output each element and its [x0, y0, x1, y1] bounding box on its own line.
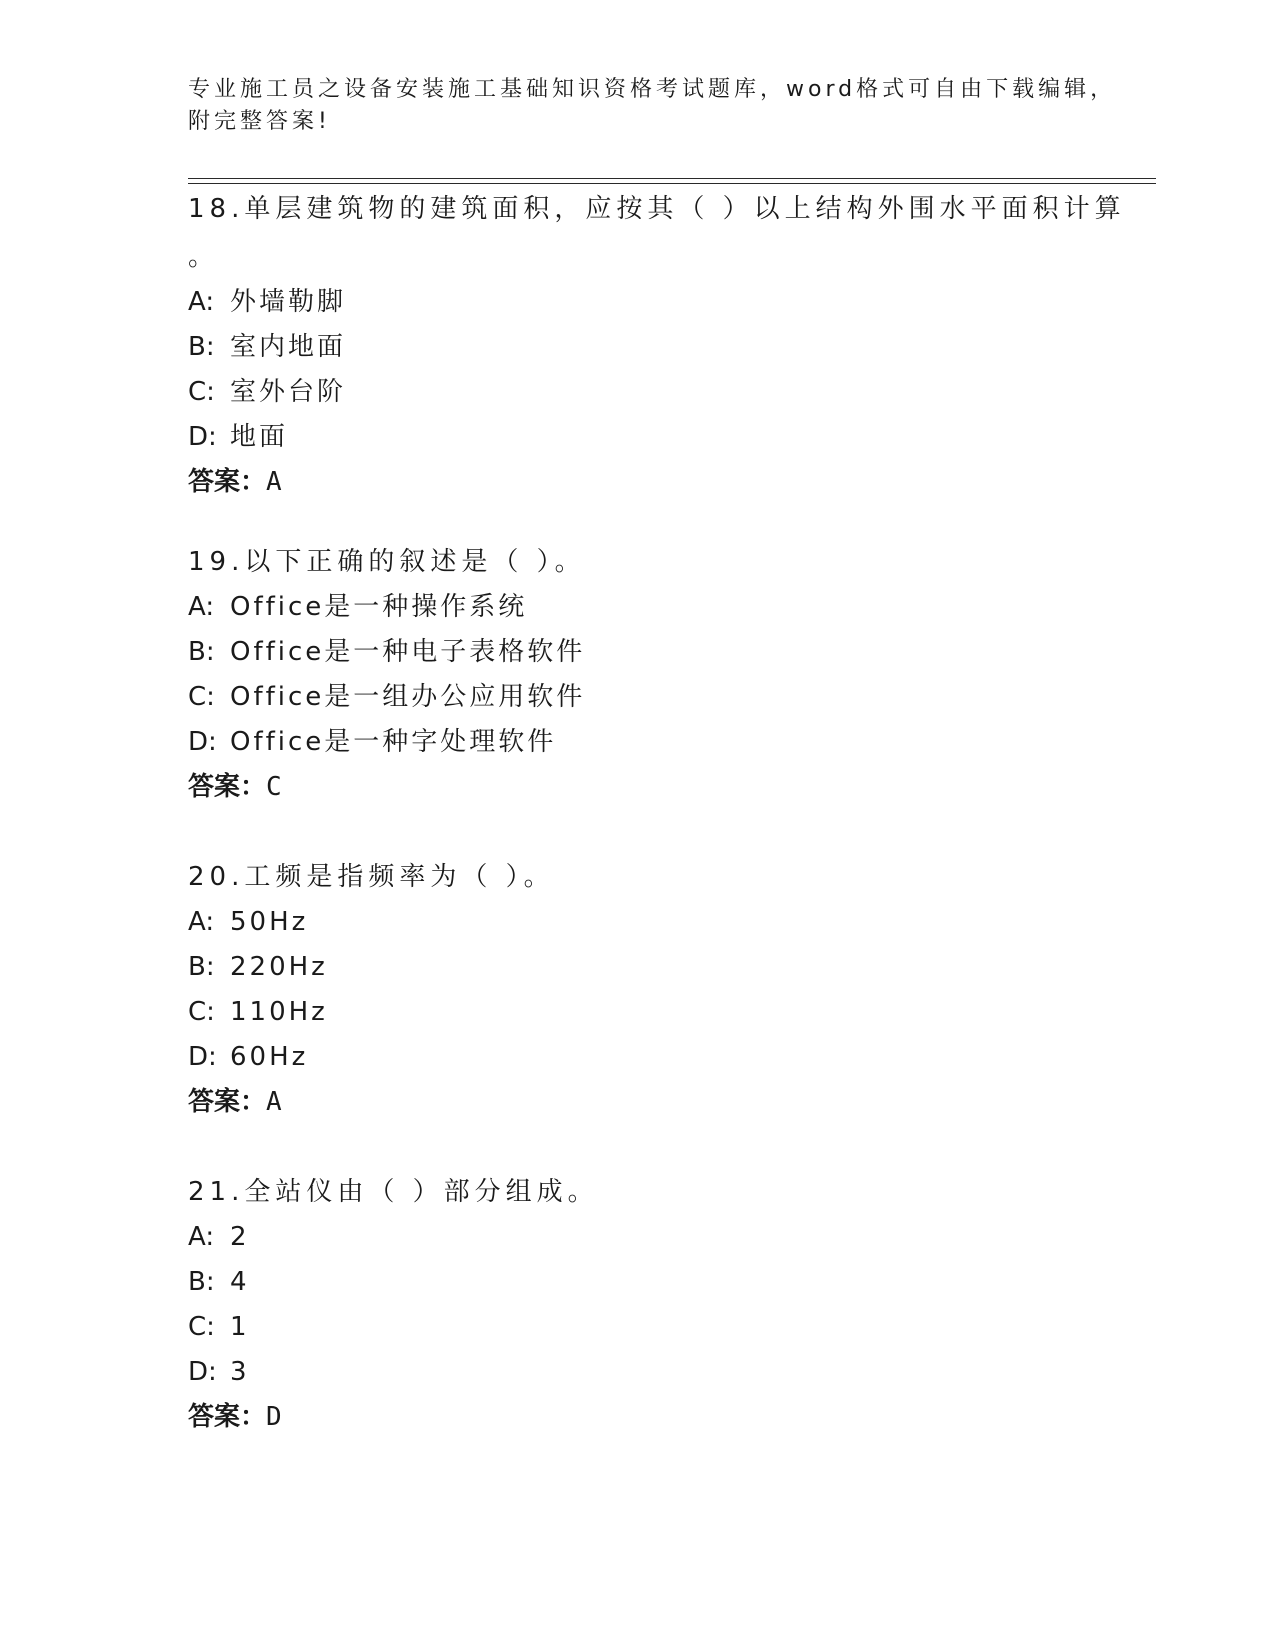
option-c — [188, 1310, 1088, 1344]
option-key: B: — [188, 332, 215, 362]
option-key: D: — [188, 1042, 217, 1072]
option-key: B: — [188, 637, 215, 667]
answer-label: 答案： — [188, 772, 267, 802]
option-key: C: — [188, 682, 215, 712]
question-stem: 20.工频是指频率为（ ）。 — [188, 862, 555, 892]
question-stem: 19.以下正确的叙述是（ ）。 — [188, 547, 586, 577]
option-text: 110Hz — [230, 997, 328, 1027]
answer-line — [188, 1085, 1088, 1119]
option-d — [188, 1040, 1088, 1074]
option-key: A: — [188, 287, 215, 317]
answer-label: 答案： — [188, 1087, 267, 1117]
option-text: 3 — [230, 1357, 250, 1387]
option-c — [188, 995, 1088, 1029]
option-text: 220Hz — [230, 952, 328, 982]
option-key: B: — [188, 1267, 215, 1297]
header-line-1: 专业施工员之设备安装施工基础知识资格考试题库，word格式可自由下载编辑， — [188, 77, 1117, 102]
question-stem: 21.全站仪由（ ）部分组成。 — [188, 1177, 599, 1207]
option-text: 地面 — [230, 422, 289, 452]
answer-label: 答案： — [188, 467, 267, 497]
option-text: 外墙勒脚 — [230, 287, 347, 317]
option-key: C: — [188, 377, 215, 407]
option-text: 1 — [230, 1312, 250, 1342]
option-b — [188, 635, 1088, 669]
option-text: Office是一种电子表格软件 — [230, 637, 586, 667]
option-key: B: — [188, 952, 215, 982]
option-text: Office是一种字处理软件 — [230, 727, 557, 757]
option-text: 50Hz — [230, 907, 309, 937]
header-divider-bottom — [188, 183, 1156, 184]
option-key: D: — [188, 727, 217, 757]
option-key: A: — [188, 907, 215, 937]
option-key: A: — [188, 592, 215, 622]
header-divider-top — [188, 178, 1156, 179]
option-c — [188, 375, 1088, 409]
option-text: 60Hz — [230, 1042, 309, 1072]
option-b — [188, 950, 1088, 984]
option-b — [188, 330, 1088, 364]
document-header — [188, 74, 1117, 138]
question-19 — [188, 545, 1088, 804]
question-stem: 18.单层建筑物的建筑面积，应按其（ ）以上结构外围水平面积计算 — [188, 194, 1126, 224]
option-a — [188, 590, 1088, 624]
answer-line — [188, 770, 1088, 804]
answer-value: C — [266, 772, 282, 802]
option-key: A: — [188, 1222, 215, 1252]
question-21 — [188, 1175, 1088, 1434]
option-a — [188, 1220, 1088, 1254]
option-d — [188, 725, 1088, 759]
option-text: Office是一组办公应用软件 — [230, 682, 586, 712]
question-20 — [188, 860, 1088, 1119]
option-key: D: — [188, 422, 217, 452]
answer-line — [188, 465, 1088, 499]
answer-value: A — [266, 1087, 282, 1117]
option-a — [188, 905, 1088, 939]
answer-value: A — [266, 467, 282, 497]
question-18 — [188, 192, 1126, 499]
option-key: C: — [188, 997, 215, 1027]
option-text: 4 — [230, 1267, 250, 1297]
option-text: 2 — [230, 1222, 250, 1252]
option-d — [188, 1355, 1088, 1389]
option-text: 室外台阶 — [230, 377, 347, 407]
option-text: Office是一种操作系统 — [230, 592, 528, 622]
header-line-2: 附完整答案! — [188, 109, 331, 134]
answer-value: D — [266, 1402, 282, 1432]
option-a — [188, 285, 1088, 319]
option-d — [188, 420, 1088, 454]
option-c — [188, 680, 1088, 714]
answer-line — [188, 1400, 1088, 1434]
option-text: 室内地面 — [230, 332, 347, 362]
question-stem-continuation: 。 — [188, 242, 215, 272]
option-b — [188, 1265, 1088, 1299]
option-key: C: — [188, 1312, 215, 1342]
option-key: D: — [188, 1357, 217, 1387]
answer-label: 答案： — [188, 1402, 267, 1432]
